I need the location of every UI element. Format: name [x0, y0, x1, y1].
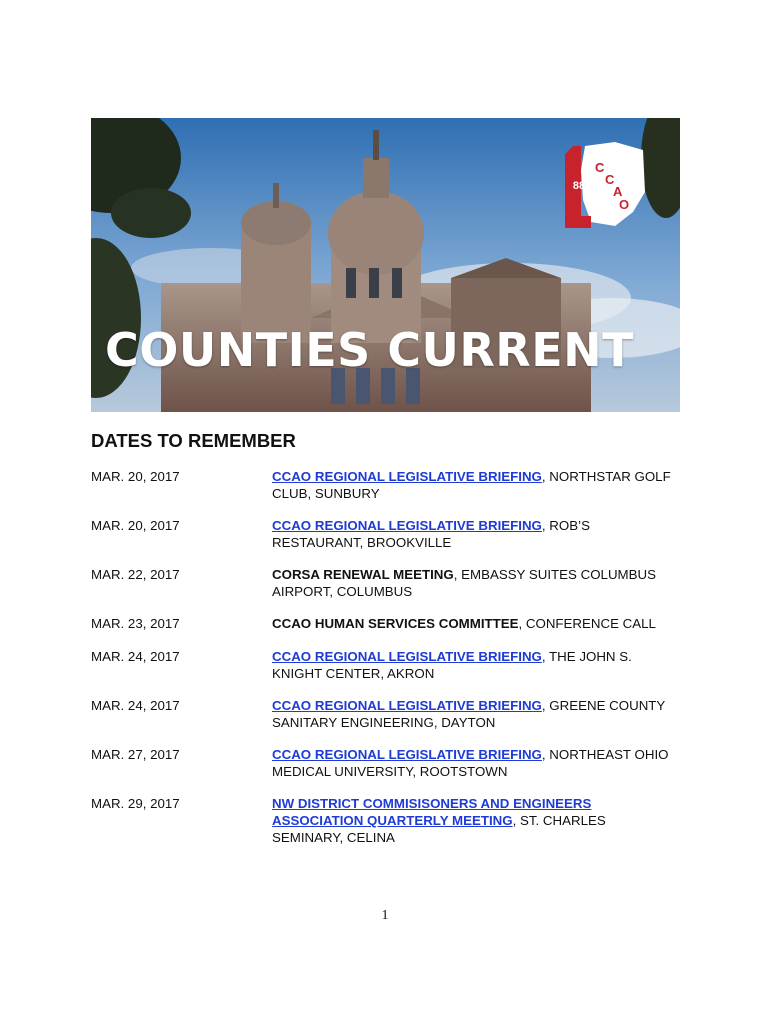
event-link[interactable]: CCAO REGIONAL LEGISLATIVE BRIEFING — [272, 518, 542, 533]
event-details: , THE JOHN S. KNIGHT CENTER, AKRON — [272, 649, 632, 681]
event-description — [272, 468, 682, 502]
event-details: , GREENE COUNTY SANITARY ENGINEERING, DAYTON — [272, 698, 666, 730]
dates-list — [91, 468, 691, 847]
list-item — [91, 697, 691, 746]
event-description — [272, 697, 682, 731]
header-banner — [91, 118, 680, 412]
logo-letter-c1: C — [595, 160, 605, 175]
event-details: , ST. CHARLES SEMINARY, CELINA — [272, 813, 606, 845]
event-description — [272, 648, 682, 682]
list-item — [91, 795, 691, 847]
logo-year: 88 — [572, 180, 586, 192]
logo-letter-c2: C — [605, 172, 615, 187]
banner-title: COUNTIES CURRENT — [105, 323, 635, 377]
event-date: MAR. 22, 2017 — [91, 567, 180, 582]
list-item — [91, 746, 691, 795]
event-link[interactable]: CCAO REGIONAL LEGISLATIVE BRIEFING — [272, 698, 542, 713]
event-link[interactable]: NW DISTRICT COMMISISONERS AND ENGINEERS ASSOCIATION QUARTERLY MEETING — [272, 796, 592, 828]
event-description — [272, 746, 682, 780]
event-date: MAR. 20, 2017 — [91, 518, 180, 533]
event-description — [272, 566, 682, 600]
list-item — [91, 468, 691, 517]
list-item — [91, 566, 691, 615]
logo-letter-o: O — [619, 197, 630, 212]
list-item — [91, 615, 691, 648]
event-name: CCAO HUMAN SERVICES COMMITTEE — [272, 616, 519, 631]
event-link[interactable]: CCAO REGIONAL LEGISLATIVE BRIEFING — [272, 469, 542, 484]
list-item — [91, 517, 691, 566]
page-number: 1 — [381, 908, 389, 923]
event-details: , CONFERENCE CALL — [518, 616, 656, 631]
event-details: , NORTHEAST OHIO MEDICAL UNIVERSITY, ROOTSTOWN — [272, 747, 669, 779]
logo-letter-a: A — [613, 184, 623, 199]
event-date: MAR. 29, 2017 — [91, 796, 180, 811]
event-link[interactable]: CCAO REGIONAL LEGISLATIVE BRIEFING — [272, 649, 542, 664]
event-details: , NORTHSTAR GOLF CLUB, SUNBURY — [272, 469, 671, 501]
event-date: MAR. 27, 2017 — [91, 747, 180, 762]
event-description — [272, 795, 622, 846]
event-details: , EMBASSY SUITES COLUMBUS AIRPORT, COLUMBUS — [272, 567, 656, 599]
event-name: CORSA RENEWAL MEETING — [272, 567, 454, 582]
event-details: , ROB’S RESTAURANT, BROOKVILLE — [272, 518, 590, 550]
event-date: MAR. 23, 2017 — [91, 616, 180, 631]
event-description — [272, 517, 682, 551]
event-date: MAR. 24, 2017 — [91, 698, 180, 713]
event-date: MAR. 20, 2017 — [91, 469, 180, 484]
event-description — [272, 615, 682, 632]
section-title: DATES TO REMEMBER — [91, 430, 296, 451]
event-date: MAR. 24, 2017 — [91, 649, 180, 664]
list-item — [91, 648, 691, 697]
event-link[interactable]: CCAO REGIONAL LEGISLATIVE BRIEFING — [272, 747, 542, 762]
